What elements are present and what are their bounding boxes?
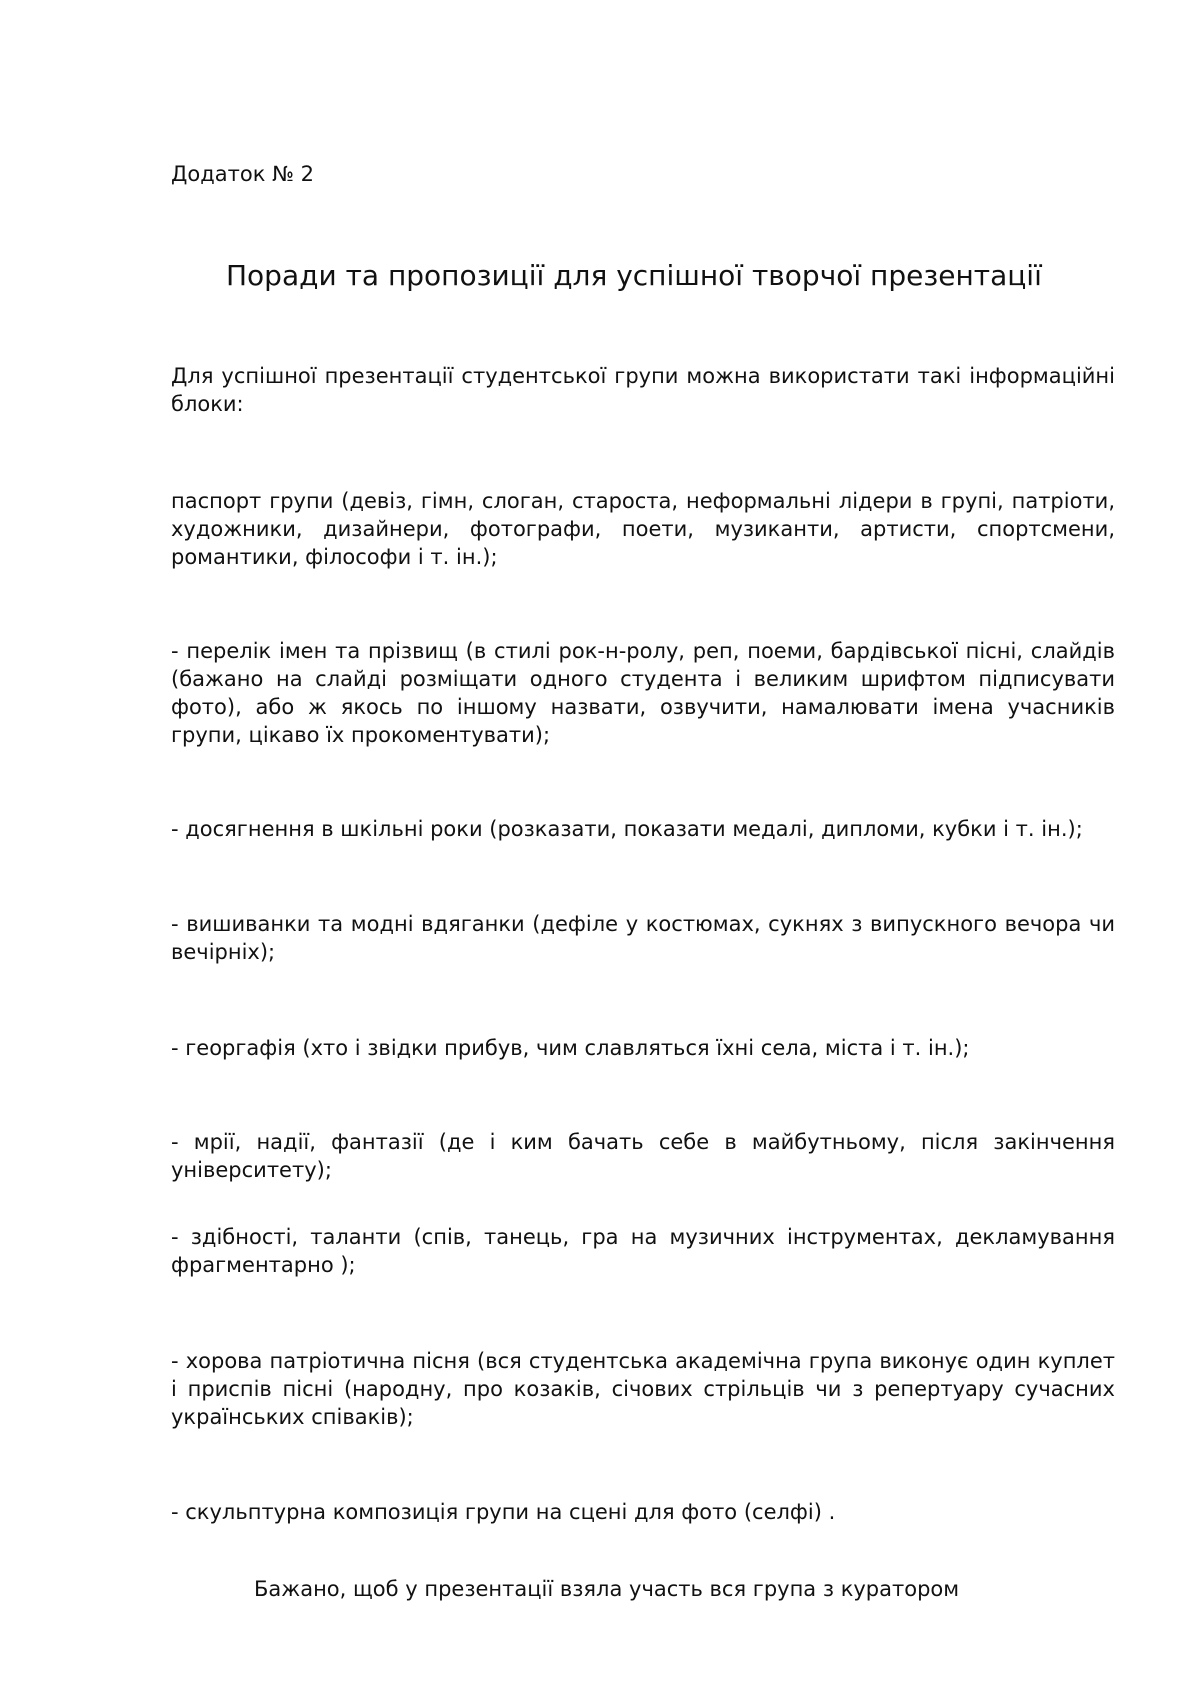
block-names-list: - перелік імен та прізвищ (в стилі рок-н-ролу, реп, поеми, бардівської пісні, слайдів (бажано на слайді розміщати одного студента і великим шрифтом підписувати фото), або ж якось по іншому назвати, озвучити, намалювати імена учасників групи, цікаво їх прокоментувати); — [171, 639, 1115, 747]
appendix-label: Додаток № 2 — [171, 162, 314, 186]
intro-paragraph: Для успішної презентації студентської групи можна використати такі інформаційні блоки: — [171, 364, 1115, 416]
document-title: Поради та пропозиції для успішної творчої презентації — [226, 259, 1042, 292]
closing-note: Бажано, щоб у презентації взяла участь вся група з куратором — [254, 1577, 960, 1601]
block-choral-song: - хорова патріотична пісня (вся студентська академічна група виконує один куплет і приспів пісні (народну, про козаків, січових стрільців чи з репертуару сучасних українських співаків); — [171, 1349, 1115, 1429]
block-embroidered-shirts: - вишиванки та модні вдяганки (дефіле у костюмах, сукнях з випускного вечора чи вечірніх); — [171, 912, 1115, 964]
block-school-achievements: - досягнення в шкільні роки (розказати, показати медалі, дипломи, кубки і т. ін.); — [171, 817, 1083, 841]
block-group-passport: паспорт групи (девіз, гімн, слоган, староста, неформальні лідери в групі, патріоти, художники, дизайнери, фотографи, поети, музиканти, артисти, спортсмени, романтики, філософи і т. ін.); — [171, 489, 1115, 569]
block-sculpture-composition: - скульптурна композиція групи на сцені для фото (селфі) . — [171, 1500, 836, 1524]
block-geography: - георгафія (хто і звідки прибув, чим славляться їхні села, міста і т. ін.); — [171, 1036, 970, 1060]
block-talents: - здібності, таланти (спів, танець, гра на музичних інструментах, декламування фрагментарно ); — [171, 1225, 1115, 1277]
block-dreams: - мрії, надії, фантазії (де і ким бачать себе в майбутньому, після закінчення університету); — [171, 1130, 1115, 1182]
